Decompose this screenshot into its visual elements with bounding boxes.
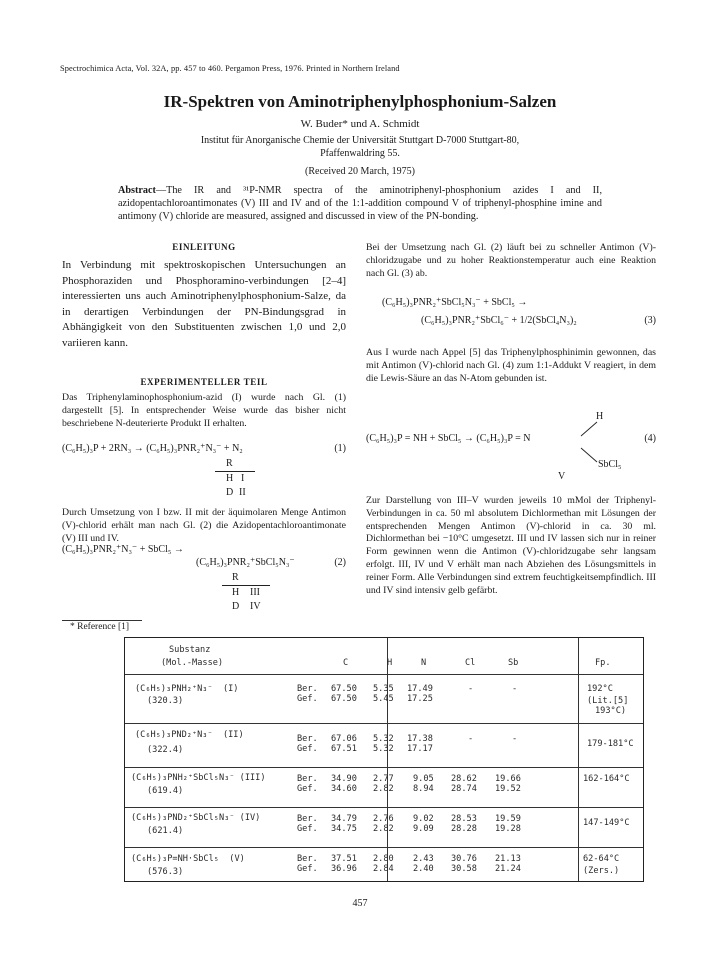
- row-2-gef: Gef.: [297, 744, 318, 754]
- row-3-c-gef: 34.60: [331, 784, 357, 794]
- table-row-rule-3: [125, 807, 643, 808]
- equation-3b-text: (C₆H₅)₃PNR₂⁺SbCl₆⁻ + 1/2(SbCl₄N₃)₂: [421, 315, 577, 326]
- equation-2b-text: (C₆H₅)₃PNR₂⁺SbCl₅N₃⁻: [196, 557, 295, 568]
- equation-2a: (C₆H₅)₃PNR₂⁺N₃⁻ + SbCl₅ →: [62, 544, 184, 555]
- row-5-sb-gef: 21.24: [495, 864, 521, 874]
- row-3-ber: Ber.: [297, 774, 318, 784]
- right-paragraph-3: Zur Darstellung von III–V wurden jeweils 10 mMol der Triphenyl-Verbindungen in ca. 50 ml absolutem Dichlormethan mit Lösungen der entsprechenden Mengen Antimon (V)-chlorid in ca. 30 ml. Dichlormethan bei −10°C umgesetzt. III und IV lassen sich nur in reiner Form gewinnen wenn die Antimon (V)-chloridzugabe sehr langsam erfolgt. III, IV und V erhält man nach Abziehen des Lösungsmittels in reiner Form. Alle Verbindungen sind extrem feuchtigkeitsempfindlich. III und IV sind intensiv gelb gefärbt.: [366, 495, 656, 596]
- eq4-bond-sb: [581, 448, 597, 462]
- row-3-n-gef: 8.94: [413, 784, 434, 794]
- row-5-gef: Gef.: [297, 864, 318, 874]
- table-row-rule-1: [125, 723, 643, 724]
- header-molmasse: (Mol.-Masse): [161, 658, 224, 668]
- row-5-h-ber: 2.80: [373, 854, 394, 864]
- experimental-paragraph-2: Durch Umsetzung von I bzw. II mit der äquimolaren Menge Antimon (V)-chlorid erhält man nach Gl. (2) die Azidopentachloroantimonate (V) III und IV.: [62, 507, 346, 544]
- paper-title: IR-Spektren von Aminotriphenylphosphonium-Salzen: [163, 92, 557, 111]
- table-row-rule-4: [125, 847, 643, 848]
- row-2-ber: Ber.: [297, 734, 318, 744]
- row-1-c-gef: 67.50: [331, 694, 357, 704]
- affiliation-line-2: Pfaffenwaldring 55.: [320, 148, 400, 159]
- row-4-fp: 147-149°C: [583, 818, 630, 828]
- row-1-h-gef: 5.45: [373, 694, 394, 704]
- row-1-ber: Ber.: [297, 684, 318, 694]
- row-1-n-ber: 17.49: [407, 684, 433, 694]
- table-row-rule-2: [125, 767, 643, 768]
- row-3-gef: Gef.: [297, 784, 318, 794]
- abstract: [118, 184, 602, 223]
- row-2-h-ber: 5.32: [373, 734, 394, 744]
- section-heading-experimenteller-teil: EXPERIMENTELLER TEIL: [140, 377, 268, 387]
- experimental-paragraph-1: Das Triphenylaminophosphonium-azid (I) wurde nach Gl. (1) dargestellt [5]. In entsprechender Weise wurde das bisher nicht beschriebene N-deuterierte Produkt II erhalten.: [62, 392, 346, 429]
- row-2-sb: -: [512, 734, 518, 744]
- header-col-fp: Fp.: [595, 658, 611, 668]
- row-4-sb-ber: 19.59: [495, 814, 521, 824]
- row-1-gef: Gef.: [297, 694, 318, 704]
- row-3-fp: 162-164°C: [583, 774, 630, 784]
- row-1-formula: (C₆H₅)₃PNH₂⁺N₃⁻ (I): [135, 684, 239, 694]
- row-5-h-gef: 2.84: [373, 864, 394, 874]
- equation-2-number: (2): [334, 557, 346, 568]
- row-4-mass: (621.4): [147, 826, 184, 836]
- row-5-ber: Ber.: [297, 854, 318, 864]
- row-5-c-gef: 36.96: [331, 864, 357, 874]
- row-2-c-ber: 67.06: [331, 734, 357, 744]
- row-2-formula: (C₆H₅)₃PND₂⁺N₃⁻ (II): [135, 730, 244, 740]
- row-1-h-ber: 5.35: [373, 684, 394, 694]
- row-3-sb-ber: 19.66: [495, 774, 521, 784]
- row-2-cl: -: [468, 734, 474, 744]
- footnote-rule: [62, 620, 142, 621]
- eq1-rule: [215, 471, 255, 472]
- header-col-cl: Cl: [465, 658, 476, 668]
- authors: W. Buder* und A. Schmidt: [300, 118, 420, 130]
- row-4-n-ber: 9.02: [413, 814, 434, 824]
- equation-4-text: (C₆H₅)₃P = NH + SbCl₅ → (C₆H₅)₃P = N: [366, 433, 531, 444]
- eq1-label-r: R: [226, 458, 233, 469]
- equation-1-text: (C₆H₅)₃P + 2RN₃ → (C₆H₅)₃PNR₂⁺N₃⁻ + N₂: [62, 443, 243, 454]
- row-1-n-gef: 17.25: [407, 694, 433, 704]
- header-substanz: Substanz: [169, 645, 211, 655]
- row-3-h-ber: 2.77: [373, 774, 394, 784]
- row-4-gef: Gef.: [297, 824, 318, 834]
- row-1-sb: -: [512, 684, 518, 694]
- eq1-label-d: D: [226, 487, 234, 498]
- affiliation: [150, 134, 570, 160]
- header-col-n: N: [421, 658, 427, 668]
- row-3-sb-gef: 19.52: [495, 784, 521, 794]
- eq4-label-h: H: [596, 411, 604, 422]
- row-2-n-ber: 17.38: [407, 734, 433, 744]
- eq2-label-r: R: [232, 572, 239, 583]
- abstract-text: —The IR and ³¹P-NMR spectra of the aminotriphenyl-phosphonium azides I and II, azidopentachloroantimonates (V) III and IV and of the 1:1-addition compound V of triphenyl-phosphine imine and antimony (V) chloride are measured, assigned and discussed in view of the PN-bonding.: [118, 185, 602, 222]
- row-2-h-gef: 5.32: [373, 744, 394, 754]
- section-heading-einleitung: EINLEITUNG: [172, 242, 236, 252]
- eq4-label-v: V: [558, 471, 566, 482]
- row-5-mass: (576.3): [147, 867, 184, 877]
- row-4-ber: Ber.: [297, 814, 318, 824]
- elemental-analysis-table: [124, 637, 644, 882]
- row-3-c-ber: 34.90: [331, 774, 357, 784]
- equation-3a: (C₆H₅)₃PNR₂⁺SbCl₅N₃⁻ + SbCl₅ →: [382, 297, 528, 308]
- row-1-mass: (320.3): [147, 696, 184, 706]
- row-5-fp-2: (Zers.): [583, 866, 620, 876]
- row-4-sb-gef: 19.28: [495, 824, 521, 834]
- row-4-c-ber: 34.79: [331, 814, 357, 824]
- header-col-c: C: [343, 658, 349, 668]
- row-5-formula: (C₆H₅)₃P=NH·SbCl₅ (V): [131, 854, 245, 864]
- row-3-cl-gef: 28.74: [451, 784, 477, 794]
- equation-1-number: (1): [334, 443, 346, 454]
- row-3-cl-ber: 28.62: [451, 774, 477, 784]
- received-date: (Received 20 March, 1975): [305, 166, 415, 177]
- eq4-label-sbcl5: SbCl₅: [598, 459, 622, 470]
- equation-4-number: (4): [644, 433, 656, 444]
- row-2-c-gef: 67.51: [331, 744, 357, 754]
- right-paragraph-2: Aus I wurde nach Appel [5] das Triphenylphosphinimin gewonnen, das mit Antimon (V)-chlorid nach Gl. (4) zum 1:1-Addukt V reagiert, in dem die Lewis-Säure an das N-Atom gebunden ist.: [366, 347, 656, 384]
- equation-4: [366, 432, 656, 445]
- row-5-c-ber: 37.51: [331, 854, 357, 864]
- row-1-c-ber: 67.50: [331, 684, 357, 694]
- eq2-label-h: H: [232, 587, 240, 598]
- row-1-fp-1: 192°C: [587, 684, 613, 694]
- page-number: 457: [352, 898, 368, 909]
- eq2-label-iii: III: [250, 587, 260, 598]
- row-2-n-gef: 17.17: [407, 744, 433, 754]
- row-5-cl-ber: 30.76: [451, 854, 477, 864]
- row-4-h-ber: 2.76: [373, 814, 394, 824]
- row-5-cl-gef: 30.58: [451, 864, 477, 874]
- row-4-formula: (C₆H₅)₃PND₂⁺SbCl₅N₃⁻ (IV): [131, 813, 261, 823]
- row-1-fp-3: 193°C): [595, 706, 627, 716]
- equation-1: [62, 442, 346, 455]
- row-5-n-ber: 2.43: [413, 854, 434, 864]
- row-3-mass: (619.4): [147, 786, 184, 796]
- journal-header: Spectrochimica Acta, Vol. 32A, pp. 457 to 460. Pergamon Press, 1976. Printed in Northern Ireland: [60, 64, 400, 73]
- eq2-label-iv: IV: [250, 601, 261, 612]
- eq1-label-h: H: [226, 473, 234, 484]
- eq1-label-ii: II: [239, 487, 246, 498]
- intro-paragraph: In Verbindung mit spektroskopischen Untersuchungen an Phosphoraziden und Phosphoramino-verbindungen [2–4] interessierten uns auch Aminotriphenylphosphonium-Salze, da in derartigen Verbindungen der PN-Bindungsgrad in Abhängigkeit von den Substituenten zwischen 1,0 und 2,0 variieren kann.: [62, 259, 346, 349]
- row-4-h-gef: 2.82: [373, 824, 394, 834]
- eq1-label-i: I: [241, 473, 245, 484]
- equation-3-number: (3): [644, 315, 656, 326]
- row-3-h-gef: 2.82: [373, 784, 394, 794]
- row-2-fp: 179-181°C: [587, 739, 634, 749]
- row-5-sb-ber: 21.13: [495, 854, 521, 864]
- row-4-cl-ber: 28.53: [451, 814, 477, 824]
- row-5-fp-1: 62-64°C: [583, 854, 620, 864]
- row-2-mass: (322.4): [147, 745, 184, 755]
- table-header-rule: [125, 674, 643, 675]
- footnote: * Reference [1]: [70, 622, 130, 632]
- eq2-rule: [222, 585, 270, 586]
- header-col-h: H: [387, 658, 393, 668]
- header-col-sb: Sb: [508, 658, 519, 668]
- right-paragraph-1: Bei der Umsetzung nach Gl. (2) läuft bei zu schneller Antimon (V)-chloridzugabe und zu hoher Reaktionstemperatur auch eine Reaktion nach Gl. (3) ab.: [366, 242, 656, 279]
- row-4-n-gef: 9.09: [413, 824, 434, 834]
- row-4-c-gef: 34.75: [331, 824, 357, 834]
- row-3-formula: (C₆H₅)₃PNH₂⁺SbCl₅N₃⁻ (III): [131, 773, 266, 783]
- affiliation-line-1: Institut für Anorganische Chemie der Universität Stuttgart D-7000 Stuttgart-80,: [200, 135, 520, 146]
- row-1-fp-2: (Lit.[5]: [587, 696, 629, 706]
- abstract-label: Abstract: [118, 185, 156, 196]
- eq2-label-d: D: [232, 601, 240, 612]
- row-4-cl-gef: 28.28: [451, 824, 477, 834]
- row-1-cl: -: [468, 684, 474, 694]
- row-5-n-gef: 2.40: [413, 864, 434, 874]
- row-3-n-ber: 9.05: [413, 774, 434, 784]
